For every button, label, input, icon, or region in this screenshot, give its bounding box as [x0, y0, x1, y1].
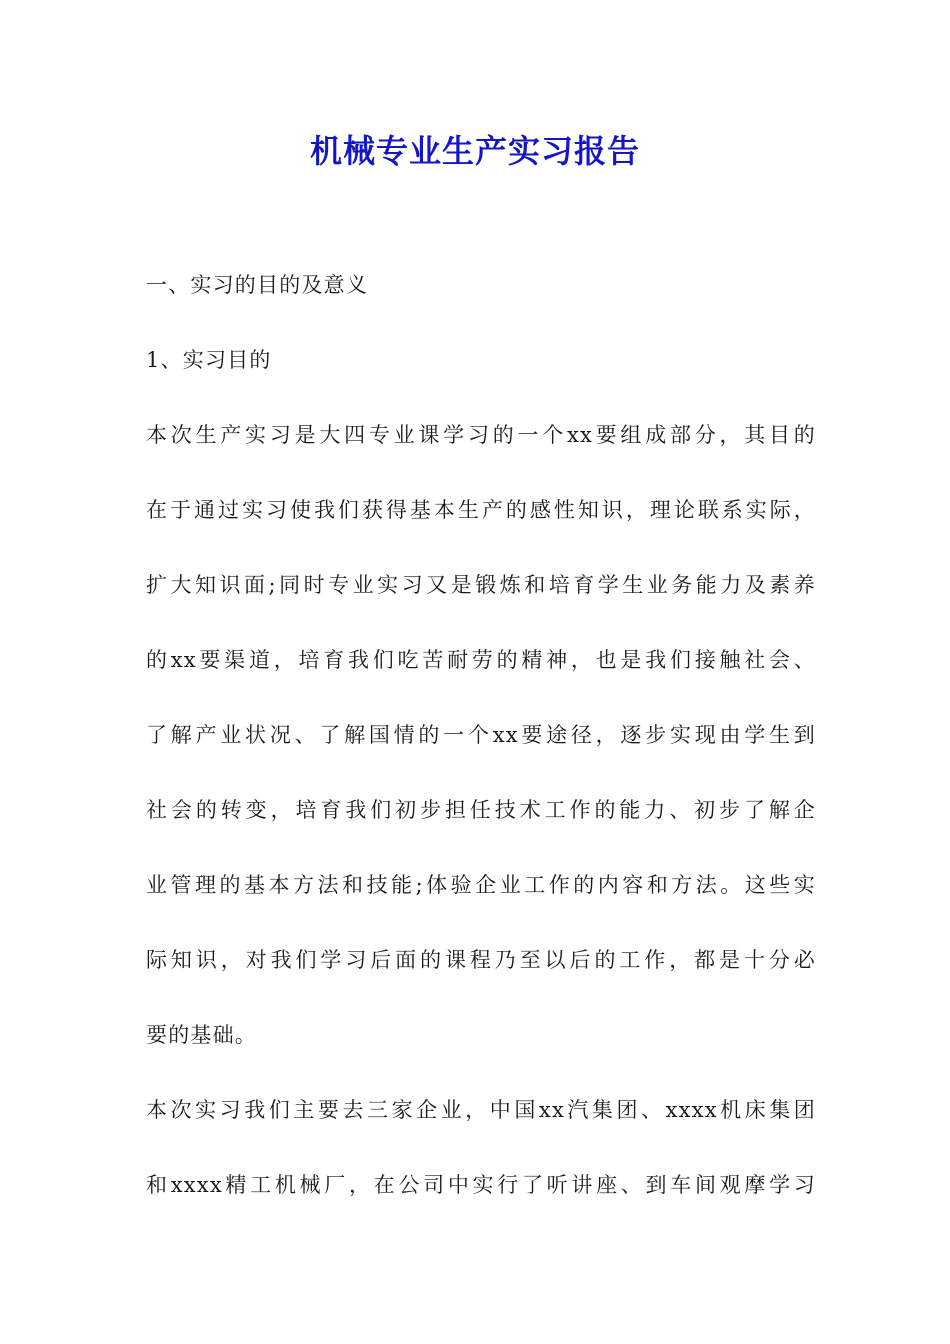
- paragraph-line: 和xxxx精工机械厂，在公司中实行了听讲座、到车间观摩学习: [146, 1173, 816, 1197]
- paragraph-line: 际知识，对我们学习后面的课程乃至以后的工作，都是十分必: [146, 948, 816, 972]
- section-heading: 一、实习的目的及意义: [146, 273, 368, 297]
- paragraph-line: 了解产业状况、了解国情的一个xx要途径，逐步实现由学生到: [146, 723, 816, 747]
- paragraph-line: 在于通过实习使我们获得基本生产的感性知识，理论联系实际，: [146, 498, 816, 522]
- subsection-heading: 1、实习目的: [146, 348, 272, 372]
- paragraph-line: 业管理的基本方法和技能;体验企业工作的内容和方法。这些实: [146, 873, 816, 897]
- paragraph-line: 要的基础。: [146, 1023, 257, 1047]
- document-title: 机械专业生产实习报告: [309, 132, 640, 170]
- paragraph-line: 的xx要渠道，培育我们吃苦耐劳的精神，也是我们接触社会、: [146, 648, 816, 672]
- paragraph-line: 社会的转变，培育我们初步担任技术工作的能力、初步了解企: [146, 798, 816, 822]
- paragraph-line: 本次实习我们主要去三家企业，中国xx汽集团、xxxx机床集团: [146, 1098, 816, 1122]
- paragraph-line: 本次生产实习是大四专业课学习的一个xx要组成部分，其目的: [146, 423, 816, 447]
- paragraph-line: 扩大知识面;同时专业实习又是锻炼和培育学生业务能力及素养: [146, 573, 816, 597]
